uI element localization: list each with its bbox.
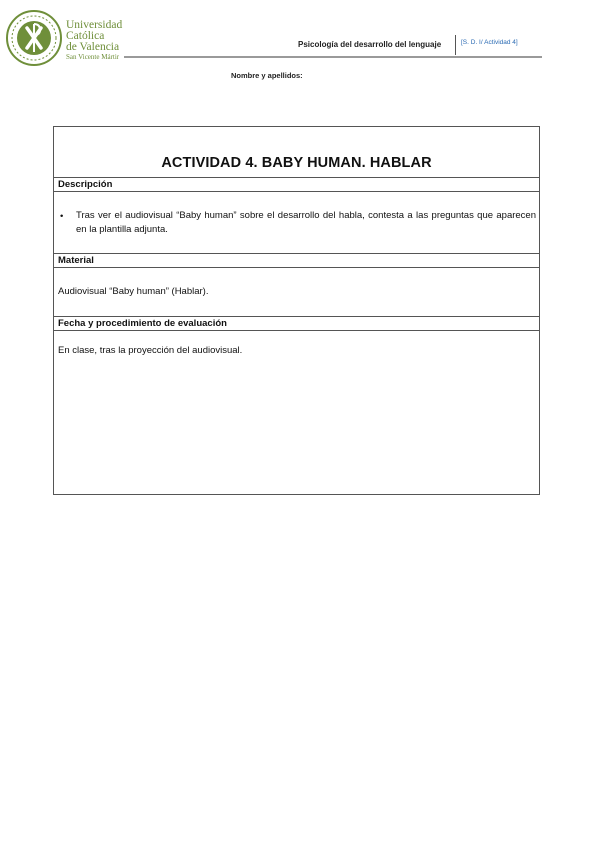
description-text: Tras ver el audiovisual “Baby human” sobre el desarrollo del habla, contesta a las preguntas que aparecen en la plantilla adjunta.: [76, 210, 536, 235]
description-heading-row: [54, 177, 539, 192]
university-name: [66, 20, 122, 61]
material-heading-row: [54, 253, 539, 268]
description-bullet: [58, 209, 536, 237]
university-seal-logo: [6, 10, 62, 66]
page-header: [0, 0, 600, 70]
university-name-line4: San Vicente Mártir: [66, 53, 120, 61]
student-name-label: Nombre y apellidos:: [231, 71, 303, 80]
university-name-line2: Católica: [66, 30, 105, 42]
activity-title-row: [54, 127, 539, 177]
activity-table: [53, 126, 540, 495]
evaluation-heading: Fecha y procedimiento de evaluación: [58, 318, 227, 329]
evaluation-text: En clase, tras la proyección del audiovisual.: [58, 345, 243, 356]
material-text: Audiovisual “Baby human” (Hablar).: [58, 286, 209, 297]
university-name-line1: Universidad: [66, 19, 123, 31]
activity-title: ACTIVIDAD 4. BABY HUMAN. HABLAR: [161, 155, 432, 171]
subject-title: Psicología del desarrollo del lenguaje: [298, 40, 442, 49]
header-divider: [455, 35, 456, 55]
evaluation-heading-row: [54, 316, 539, 331]
header-rule: [124, 56, 542, 58]
bullet-icon: •: [60, 211, 64, 222]
description-heading: Descripción: [58, 179, 113, 190]
activity-reference: [S. D. I/ Actividad 4]: [461, 39, 518, 46]
material-heading: Material: [58, 255, 94, 266]
university-name-line3: de Valencia: [66, 41, 120, 53]
